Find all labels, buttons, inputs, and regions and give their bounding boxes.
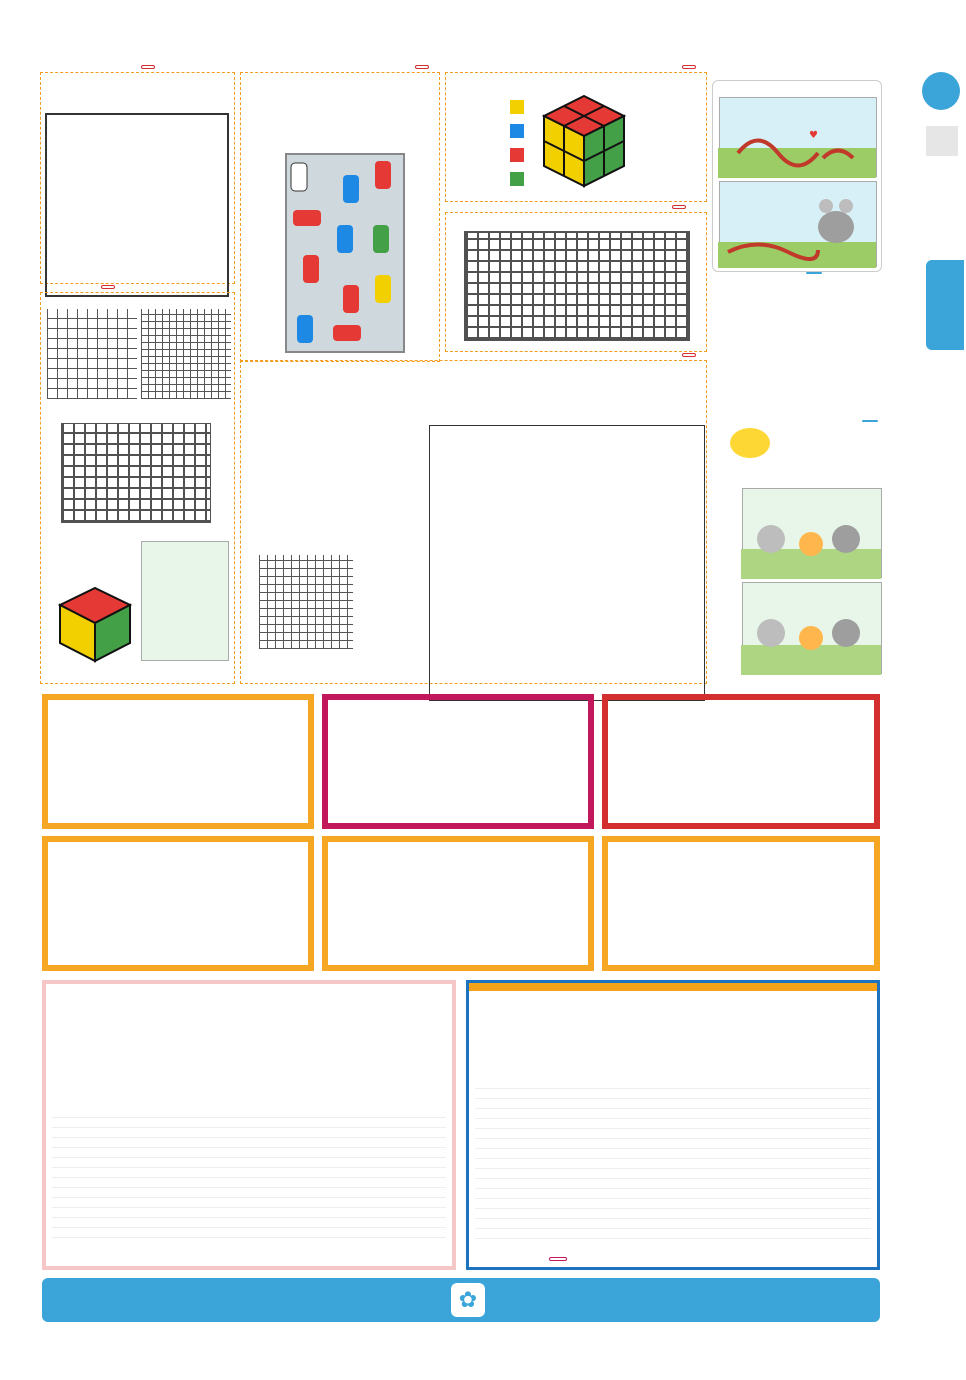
notice-body-lines [475,1079,871,1239]
crossword-grid [429,425,705,701]
parking-lot [285,153,405,353]
ad-box [602,836,880,971]
ad-box [42,836,314,971]
jokes-title [806,272,822,274]
answer-maze [61,423,211,523]
jokes-section [712,272,882,422]
differences-badge [730,428,770,458]
notice-ad [466,980,880,1270]
sudoku-title [141,65,155,69]
answers-section [40,292,235,684]
crossword-section [240,360,707,684]
notice-footer [549,1257,567,1261]
comic-panel-2 [719,181,877,267]
sudoku-puzzle [40,72,235,284]
maze-grid [464,231,690,341]
differences-section [712,420,882,680]
worm-illustration [718,98,876,178]
answer-cube [55,583,135,663]
tender-ad [42,980,456,1270]
maze-title [672,205,686,209]
cube-equations [454,95,524,191]
differences-image-top [742,488,882,578]
color-swatch [510,100,524,114]
comic-panel-1 [719,97,877,177]
solution-grid [259,555,353,649]
maze-puzzle [445,212,707,352]
cube-title [682,65,696,69]
color-swatch [510,148,524,162]
traffic-puzzle [240,72,440,362]
color-swatch [510,124,524,138]
color-swatch [510,172,524,186]
answers-title [101,285,115,289]
sudoku-grid [45,113,229,297]
cube-puzzle [445,72,707,202]
ad-box [322,836,594,971]
logo [922,72,960,110]
mouse-illustration [718,182,876,268]
notice-header [469,983,877,991]
differences-image-bottom [742,582,882,674]
ad-box [42,694,314,829]
svg-text:♥: ♥ [809,130,818,141]
ad-box [602,694,880,829]
page-number [926,126,958,156]
answer-crossword-grid [141,309,231,399]
traffic-title [415,65,429,69]
answer-sudoku-grid [47,309,137,399]
ad-box [322,694,594,829]
crossword-title [682,353,696,357]
comic-strip [712,80,882,272]
bottom-banner [42,1278,880,1322]
differences-title [862,420,878,422]
banner-icon: ✿ [451,1283,485,1317]
answer-differences-image [141,541,229,661]
section-tab [926,260,964,350]
cube-illustration [534,91,634,191]
right-sidebar [920,70,964,690]
tender-details [52,1108,446,1238]
